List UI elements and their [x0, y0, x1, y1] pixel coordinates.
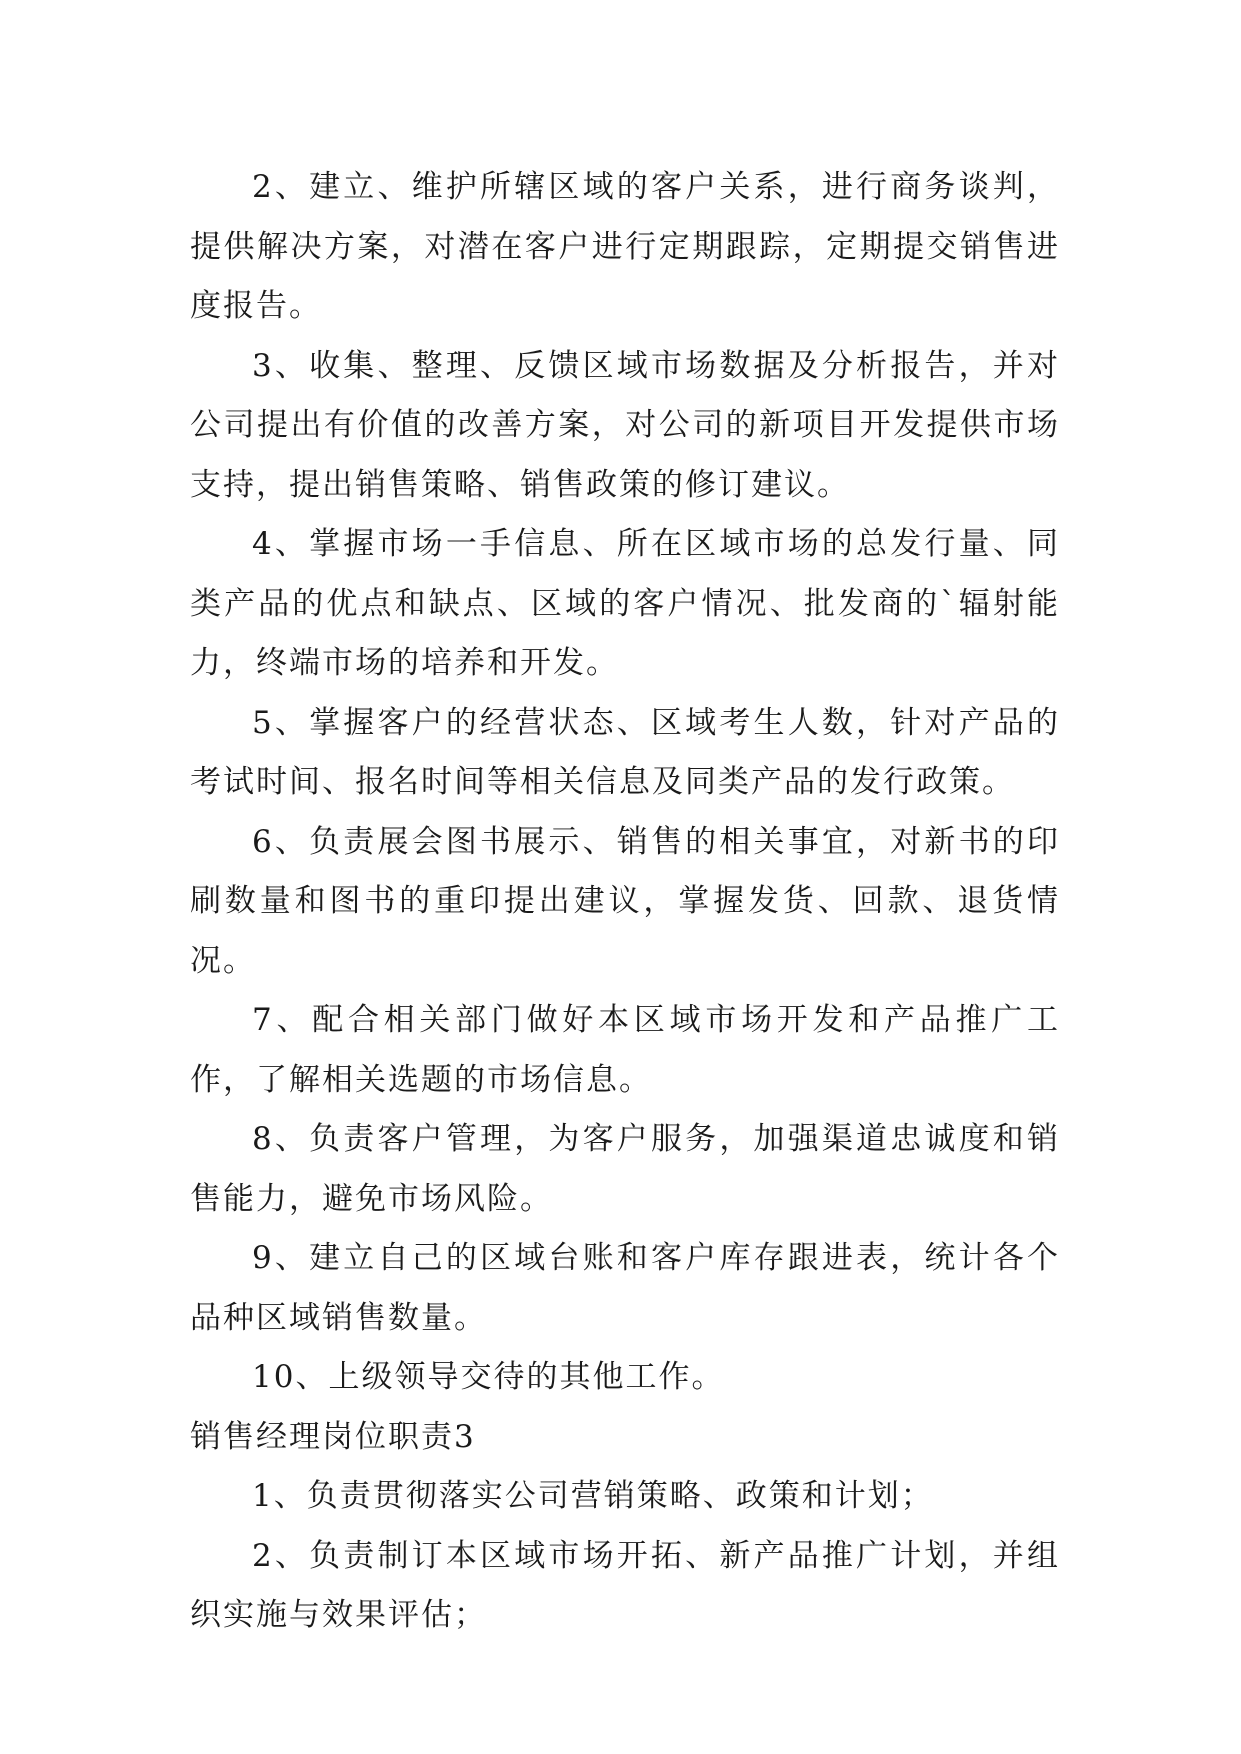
paragraph-item-2: 2、建立、维护所辖区域的客户关系，进行商务谈判，提供解决方案，对潜在客户进行定期跟踪，定期提交销售进度报告。: [190, 169, 1060, 324]
paragraph-item-7: 7、配合相关部门做好本区域市场开发和产品推广工作，了解相关选题的市场信息。: [190, 1002, 1060, 1098]
paragraph-item-3: 3、收集、整理、反馈区域市场数据及分析报告，并对公司提出有价值的改善方案，对公司的新项目开发提供市场支持，提出销售策略、销售政策的修订建议。: [190, 347, 1060, 503]
document-body: [190, 158, 1060, 1646]
paragraph-item-5: 5、掌握客户的经营状态、区域考生人数，针对产品的考试时间、报名时间等相关信息及同类产品的发行政策。: [190, 704, 1060, 800]
section-paragraph-item-2: 2、负责制订本区域市场开拓、新产品推广计划，并组织实施与效果评估；: [190, 1537, 1060, 1633]
paragraph-item-4: 4、掌握市场一手信息、所在区域市场的总发行量、同类产品的优点和缺点、区域的客户情况、批发商的`辐射能力，终端市场的培养和开发。: [190, 526, 1060, 681]
paragraph-item-8: 8、负责客户管理，为客户服务，加强渠道忠诚度和销售能力，避免市场风险。: [190, 1121, 1060, 1217]
paragraph-item-10: 10、上级领导交待的其他工作。: [252, 1359, 725, 1395]
section-paragraph-item-1: 1、负责贯彻落实公司营销策略、政策和计划；: [252, 1478, 934, 1514]
section-heading: 销售经理岗位职责3: [190, 1418, 476, 1455]
paragraph-item-9: 9、建立自己的区域台账和客户库存跟进表，统计各个品种区域销售数量。: [190, 1240, 1060, 1336]
paragraph-item-6: 6、负责展会图书展示、销售的相关事宜，对新书的印刷数量和图书的重印提出建议，掌握发货、回款、退货情况。: [190, 823, 1060, 979]
